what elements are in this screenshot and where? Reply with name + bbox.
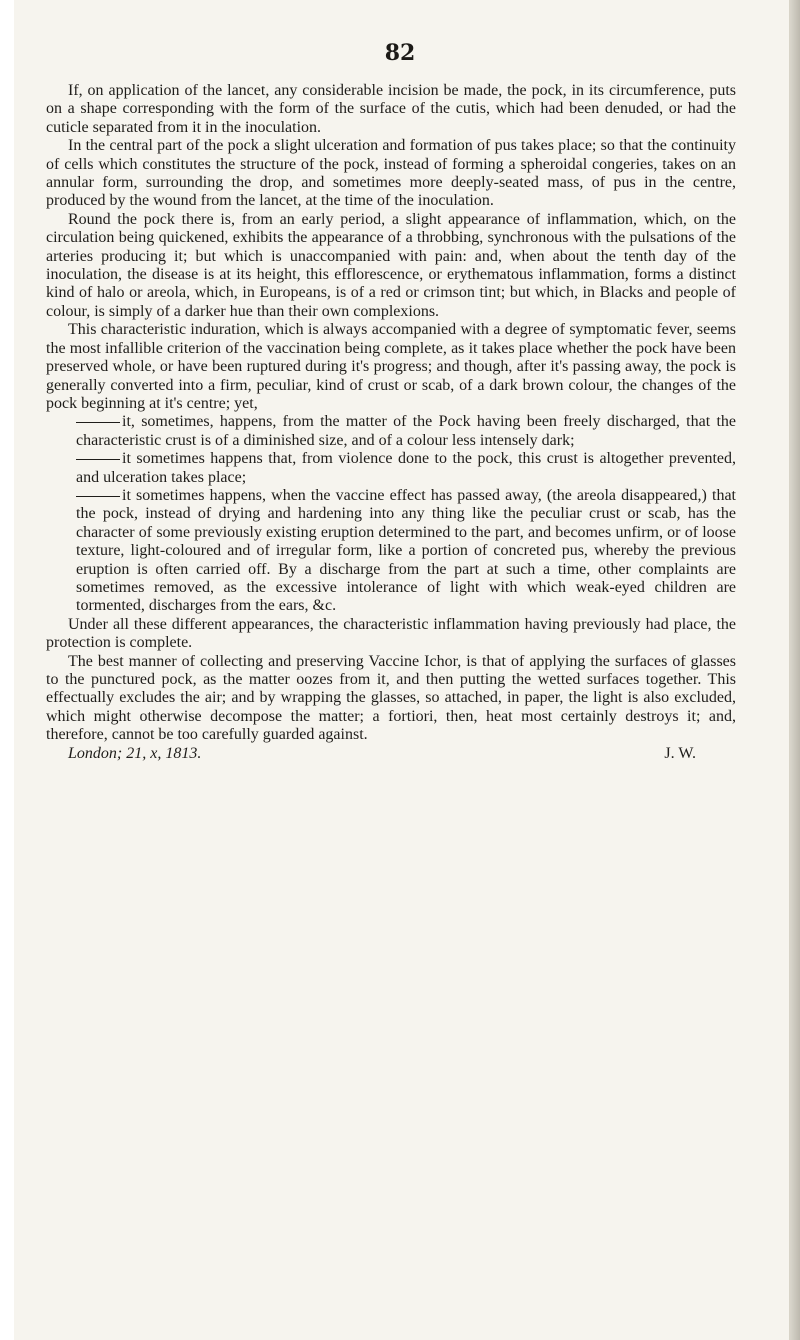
dash-paragraph-eruption xyxy=(46,487,736,616)
paragraph-induration: This characteristic induration, which is always accompanied with a degree of symptomatic fever, seems the most infallible criterion of the vaccination being complete, as it takes place whether the pock have been preserved whole, or have been ruptured during it's progress; and though, after it's passing away, the pock is generally converted into a firm, peculiar, kind of crust or scab, of a dark brown colour, the changes of the pock beginning at it's centre; yet, xyxy=(46,321,736,412)
paragraph-collecting-ichor: The best manner of collecting and preserving Vaccine Ichor, is that of applying the surfaces of glasses to the punctured pock, as the matter oozes from it, and then putting the wetted surfaces together. This effectually excludes the air; and by wrapping the glasses, so attached, in paper, the light is also excluded, which might otherwise decompose the matter; a fortiori, then, heat most certainly destroys it; and, therefore, cannot be too carefully guarded against. xyxy=(46,652,736,744)
dash-paragraph-diminished-crust xyxy=(46,413,736,450)
page-edge xyxy=(790,0,800,1340)
dash-paragraph-text: it sometimes happens, when the vaccine effect has passed away, (the areola disappeared,) that the pock, instead of drying and hardening into any thing like the peculiar crust or scab, has the character of some previously existing eruption determined to the part, and becomes unfirm, or of loose texture, light-coloured and of irregular form, like a portion of concreted pus, whereby the previous eruption is often carried off. By a discharge from the part at such a time, other complaints are sometimes removed, as the excessive intolerance of light with which weak-eyed children are tormented, discharges from the ears, &c. xyxy=(76,486,736,615)
dash-paragraph-text: it sometimes happens that, from violence done to the pock, this crust is altogether prevented, and ulceration takes place; xyxy=(76,450,736,486)
signoff xyxy=(46,745,736,763)
dash-rule xyxy=(76,459,120,461)
signoff-place-date: London; 21, x, 1813. xyxy=(68,744,202,762)
page-number: 82 xyxy=(384,40,416,66)
body-text xyxy=(46,82,736,763)
signoff-initials: J. W. xyxy=(664,744,696,762)
paragraph-ulceration: In the central part of the pock a slight ulceration and formation of pus takes place; so that the continuity of cells which constitutes the structure of the pock, instead of forming a spheroidal congeries, takes on an annular form, surrounding the drop, and sometimes more deeply-seated mass, of pus in the centre, produced by the wound from the lancet, at the time of the inoculation. xyxy=(46,137,736,210)
paragraph-protection: Under all these different appearances, the characteristic inflammation having previously had place, the protection is complete. xyxy=(46,615,736,652)
dash-paragraph-text: it, sometimes, happens, from the matter of the Pock having been freely discharged, that the characteristic crust is of a diminished size, and of a colour less intensely dark; xyxy=(76,413,736,449)
paragraph-inflammation: Round the pock there is, from an early period, a slight appearance of inflammation, which, on the circulation being quickened, exhibits the appearance of a throbbing, synchronous with the pulsations of the arteries producing it; but which is unaccompanied with pain: and, when about the tenth day of the inoculation, the disease is at its height, this efflorescence, or erythematous inflammation, forms a distinct kind of halo or areola, which, in Europeans, is of a red or crimson tint; but which, in Blacks and people of colour, is simply of a darker hue than their own complexions. xyxy=(46,210,736,320)
dash-paragraph-violence xyxy=(46,450,736,487)
dash-rule xyxy=(76,422,120,424)
dash-rule xyxy=(76,496,120,498)
paragraph-lancet: If, on application of the lancet, any considerable incision be made, the pock, in its circumference, puts on a shape corresponding with the form of the surface of the cutis, which had been denuded, or had the cuticle separated from it in the inoculation. xyxy=(46,82,736,136)
